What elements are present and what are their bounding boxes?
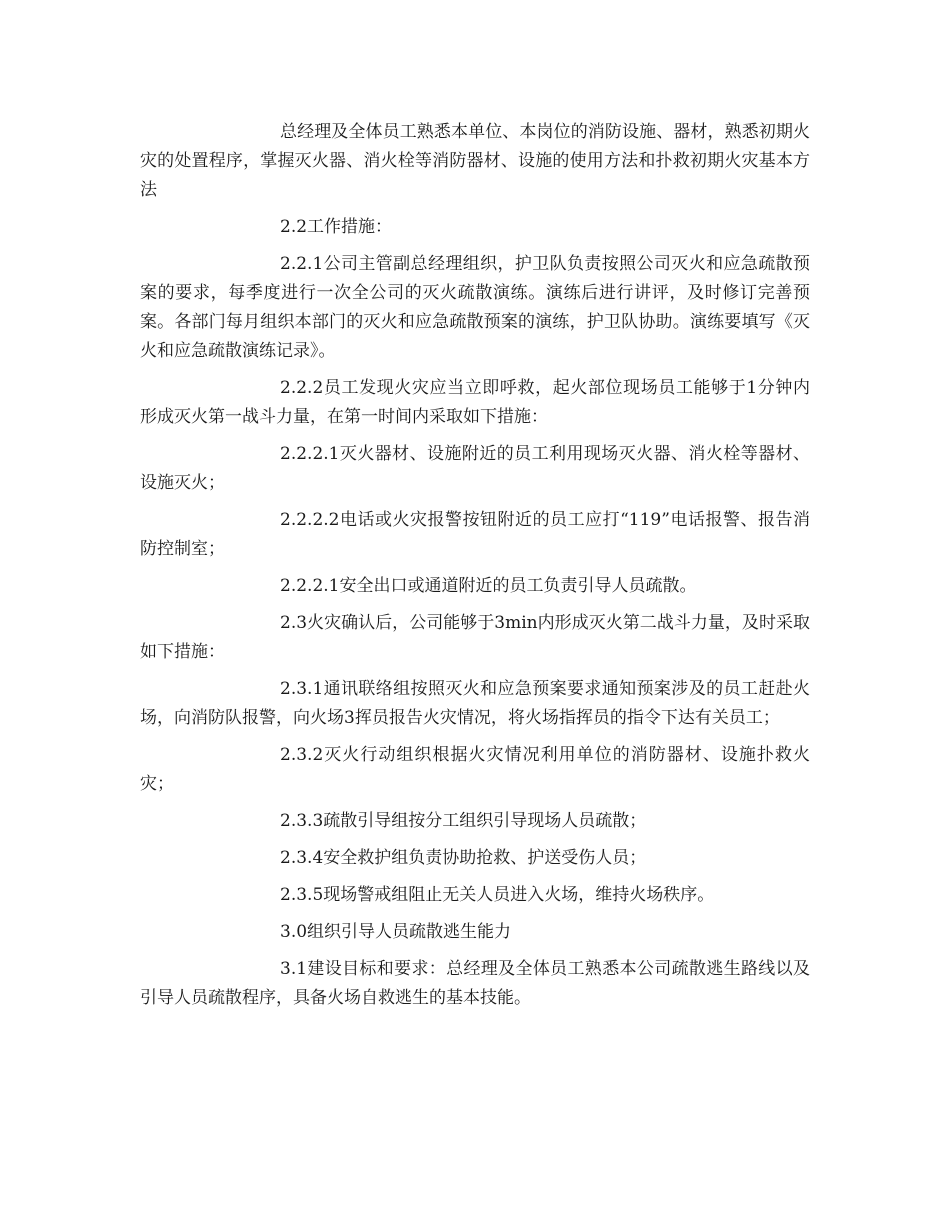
paragraph-2-2-heading: 2.2工作措施： [280,217,393,237]
paragraph-2-2-2-1: 2.2.2.1灭火器材、设施附近的员工利用现场灭火器、消火栓等器材、设施灭火； [140,444,810,493]
paragraph-intro: 总经理及全体员工熟悉本单位、本岗位的消防设施、器材，熟悉初期火灾的处置程序，掌握灭火器、消火栓等消防器材、设施的使用方法和扑救初期火灾基本方法 [140,122,810,200]
paragraph-3-1: 3.1建设目标和要求：总经理及全体员工熟悉本公司疏散逃生路线以及引导人员疏散程序，具备火场自救逃生的基本技能。 [140,959,810,1008]
paragraph-2-2-2: 2.2.2员工发现火灾应当立即呼救，起火部位现场员工能够于1分钟内形成灭火第一战斗力量，在第一时间内采取如下措施： [140,378,810,427]
paragraph-2-3-3: 2.3.3疏散引导组按分工组织引导现场人员疏散； [280,811,647,831]
paragraph-2-3: 2.3火灾确认后，公司能够于3min内形成灭火第二战斗力量，及时采取如下措施： [140,613,810,662]
document-body [140,118,810,1021]
paragraph-3-0-heading: 3.0组织引导人员疏散逃生能力 [280,922,512,942]
paragraph-2-2-2-1-exit: 2.2.2.1安全出口或通道附近的员工负责引导人员疏散。 [280,576,697,596]
paragraph-2-3-2: 2.3.2灭火行动组织根据火灾情况利用单位的消防器材、设施扑救火灾； [140,745,810,794]
paragraph-2-3-5: 2.3.5现场警戒组阻止无关人员进入火场，维持火场秩序。 [280,885,715,905]
paragraph-2-3-1: 2.3.1通讯联络组按照灭火和应急预案要求通知预案涉及的员工赶赴火场，向消防队报警，向火场3挥员报告火灾情况，将火场指挥员的指令下达有关员工； [140,679,810,728]
paragraph-2-2-1: 2.2.1公司主管副总经理组织，护卫队负责按照公司灭火和应急疏散预案的要求，每季度进行一次全公司的灭火疏散演练。演练后进行讲评，及时修订完善预案。各部门每月组织本部门的灭火和应急疏散预案的演练，护卫队协助。演练要填写《灭火和应急疏散演练记录》。 [140,254,810,361]
paragraph-2-3-4: 2.3.4安全救护组负责协助抢救、护送受伤人员； [280,848,647,868]
paragraph-2-2-2-2: 2.2.2.2电话或火灾报警按钮附近的员工应打“119”电话报警、报告消防控制室； [140,510,810,559]
